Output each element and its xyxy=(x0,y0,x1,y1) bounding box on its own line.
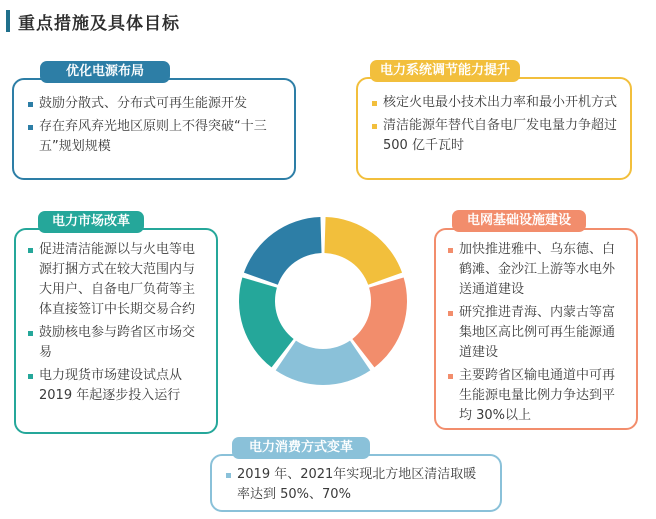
card-regulation-capability xyxy=(356,77,632,180)
card-list xyxy=(26,240,206,406)
card-list xyxy=(446,240,626,426)
list-item: 鼓励分散式、分布式可再生能源开发 xyxy=(26,94,282,114)
card-consumption-reform xyxy=(210,454,502,512)
center-donut xyxy=(237,215,409,387)
donut-segment xyxy=(276,341,371,385)
list-item: 鼓励核电参与跨省区市场交易 xyxy=(26,323,206,363)
list-item: 电力现货市场建设试点从 2019 年起逐步投入运行 xyxy=(26,366,206,406)
page-header xyxy=(6,8,180,34)
card-list xyxy=(26,94,282,157)
section-label: 电力消费方式变革 xyxy=(232,437,370,459)
list-item: 清洁能源年替代自备电厂发电量力争超过 500 亿千瓦时 xyxy=(370,116,618,156)
donut-segment xyxy=(244,217,322,285)
card-market-reform xyxy=(14,228,218,434)
donut-segment xyxy=(352,277,407,367)
list-item: 加快推进雅中、乌东德、白鹤滩、金沙江上游等水电外送通道建设 xyxy=(446,240,626,300)
list-item: 2019 年、2021年实现北方地区清洁取暖率达到 50%、70% xyxy=(224,465,488,505)
section-label: 电力系统调节能力提升 xyxy=(370,60,520,82)
list-item: 主要跨省区输电通道中可再生能源电量比例力争达到平均 30%以上 xyxy=(446,366,626,426)
card-list xyxy=(370,93,618,156)
list-item: 研究推进青海、内蒙古等富集地区高比例可再生能源通道建设 xyxy=(446,303,626,363)
section-label: 优化电源布局 xyxy=(40,61,170,83)
card-grid-infrastructure xyxy=(434,228,638,430)
card-optimize-power-layout xyxy=(12,78,296,180)
card-list xyxy=(224,465,488,505)
donut-segment xyxy=(324,217,402,285)
section-label: 电力市场改革 xyxy=(38,211,144,233)
list-item: 促进清洁能源以与火电等电源打捆方式在较大范围内与大用户、自备电厂负荷等主体直接签订中长期交易合约 xyxy=(26,240,206,320)
list-item: 存在弃风弃光地区原则上不得突破“十三五”规划规模 xyxy=(26,117,282,157)
page-title: 重点措施及具体目标 xyxy=(18,13,180,34)
section-label: 电网基础设施建设 xyxy=(452,210,586,232)
list-item: 核定火电最小技术出力率和最小开机方式 xyxy=(370,93,618,113)
donut-segment xyxy=(239,277,294,367)
title-accent-bar xyxy=(6,10,10,32)
